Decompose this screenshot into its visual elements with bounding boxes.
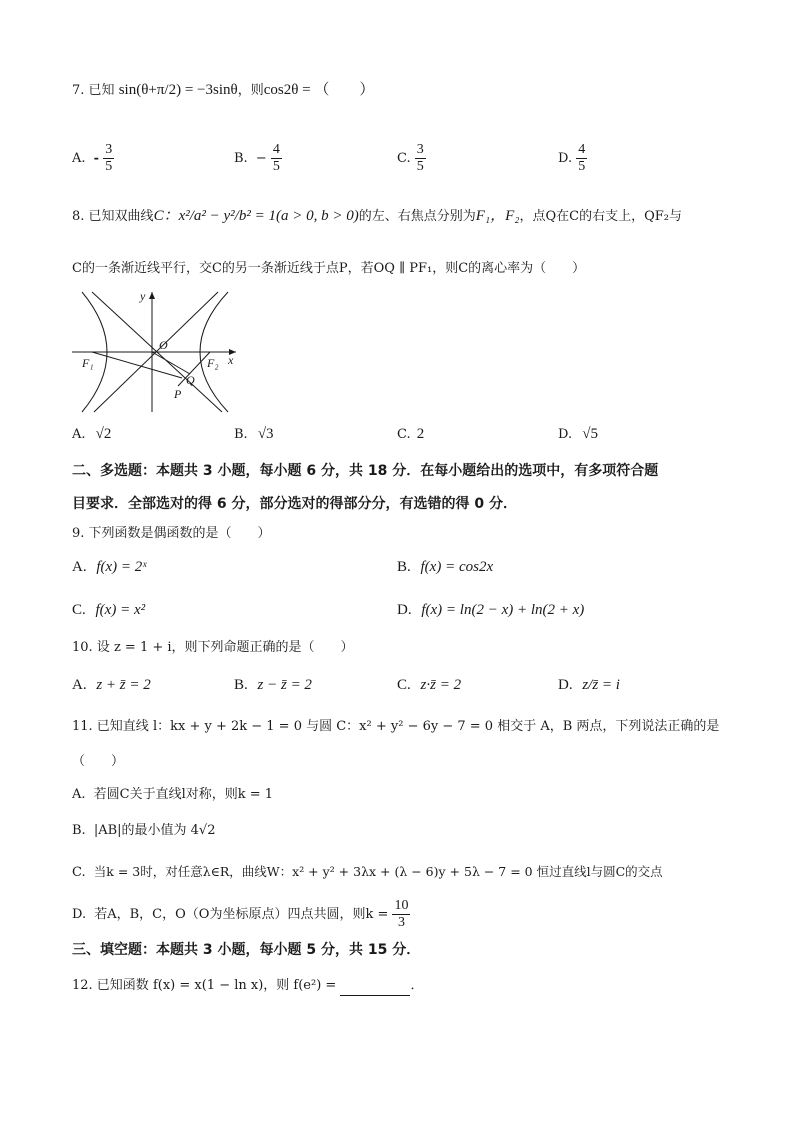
- section-3-heading: 三、填空题：本题共 3 小题，每小题 5 分，共 15 分．: [72, 942, 421, 958]
- label-q: Q: [186, 373, 195, 387]
- q7-mid: ，则: [237, 83, 264, 98]
- label-f2: F₂: [207, 356, 219, 370]
- q8-option-c[interactable]: C. 2: [397, 426, 425, 442]
- q9-option-c[interactable]: C. f(x) = x²: [72, 602, 146, 618]
- q8-option-d[interactable]: D. √5: [558, 426, 598, 442]
- q7-prefix: 已知: [88, 83, 115, 98]
- q11-option-b[interactable]: B. |AB|的最小值为 4√2: [72, 823, 216, 838]
- q9-option-d[interactable]: D. f(x) = ln(2 − x) + ln(2 + x): [397, 602, 585, 618]
- q10-option-b[interactable]: B. z − z̄ = 2: [234, 677, 312, 693]
- q7-option-b-fraction: $\frac{4}{5}$: [272, 142, 280, 174]
- label-y: y: [140, 289, 146, 303]
- label-p: P: [174, 387, 182, 401]
- q9-option-a[interactable]: A. f(x) = 2ˣ: [72, 559, 147, 575]
- q7-expression: sin(θ+π/2) = −3sinθ: [118, 82, 238, 98]
- label-o: O: [159, 338, 168, 352]
- q11-stem: 11. 已知直线 l：kx + y + 2k − 1 = 0 与圆 C：x² + y² − 6y − 7 = 0 相交于 A，B 两点，下列说法正确的是: [72, 719, 720, 734]
- q7-option-c[interactable]: C. $\frac{3}{5}$: [397, 142, 424, 174]
- q10-stem: 10. 设 z = 1 + i，则下列命题正确的是（ ）: [72, 640, 354, 655]
- q8-foci: F₁，F₂: [475, 208, 520, 224]
- q7-option-d-fraction: $\frac{4}{5}$: [578, 142, 586, 174]
- q8-option-b[interactable]: B. √3: [234, 426, 274, 442]
- q11-option-c[interactable]: C. 当k = 3时，对任意λ∈R，曲线W：x² + y² + 3λx + (λ − 6)y + 5λ − 7 = 0 恒过直线l与圆C的交点: [72, 864, 663, 880]
- q7-stem: [72, 80, 374, 101]
- q10-option-c[interactable]: C. z·z̄ = 2: [397, 677, 462, 693]
- q12-answer-blank[interactable]: [340, 981, 410, 996]
- y-axis-arrow: [149, 292, 155, 299]
- q7-option-c-fraction: $\frac{3}{5}$: [416, 142, 424, 174]
- q8-option-a[interactable]: A. √2: [72, 426, 112, 442]
- q11-option-a[interactable]: A. 若圆C关于直线l对称，则k = 1: [72, 787, 274, 802]
- q12-stem: 12. 已知函数 f(x) = x(1 − ln x)，则 f(e²) = ．: [72, 976, 423, 996]
- q9-option-b[interactable]: B. f(x) = cos2x: [397, 559, 494, 575]
- q11-stem-paren: （ ）: [72, 754, 125, 769]
- q8-stem-line2: C的一条渐近线平行，交C的另一条渐近线于点P，若OQ ∥ PF₁，则C的离心率为（ ）: [72, 261, 586, 276]
- q8-hyperbola-figure: [70, 288, 240, 418]
- q11-option-d[interactable]: D. 若A，B，C，O（O为坐标原点）四点共圆，则k = $\frac{10}{3}$: [72, 898, 409, 930]
- q7-ask: cos2θ = （ ）: [263, 82, 375, 98]
- section-2-heading: 二、多选题：本题共 3 小题，每小题 6 分，共 18 分．在每小题给出的选项中，有多项符合题: [72, 463, 659, 479]
- q8-stem-line1: 8. 已知双曲线C：x²/a² − y²/b² = 1(a > 0, b > 0)的左、右焦点分别为F₁，F₂，点Q在C的右支上，QF₂与: [72, 208, 682, 224]
- q11-option-d-fraction: $\frac{10}{3}$: [394, 898, 409, 930]
- q7-option-d[interactable]: D. $\frac{4}{5}$: [558, 142, 586, 174]
- q10-option-a[interactable]: A. z + z̄ = 2: [72, 677, 151, 693]
- q8-hyperbola-equation: C：x²/a² − y²/b² = 1(a > 0, b > 0): [153, 208, 359, 224]
- q7-option-a[interactable]: A. - $\frac{3}{5}$: [72, 142, 113, 174]
- section-2-heading-cont: 目要求．全部选对的得 6 分，部分选对的得部分分，有选错的得 0 分．: [72, 496, 517, 512]
- q7-option-b[interactable]: B. − $\frac{4}{5}$: [234, 142, 280, 174]
- label-x: x: [228, 353, 234, 367]
- q7-number: 7.: [72, 83, 85, 98]
- q9-stem: 9. 下列函数是偶函数的是（ ）: [72, 526, 271, 541]
- q10-option-d[interactable]: D. z/z̄ = i: [558, 677, 620, 693]
- label-f1: F₁: [82, 356, 94, 370]
- q7-option-a-fraction: $\frac{3}{5}$: [105, 142, 113, 174]
